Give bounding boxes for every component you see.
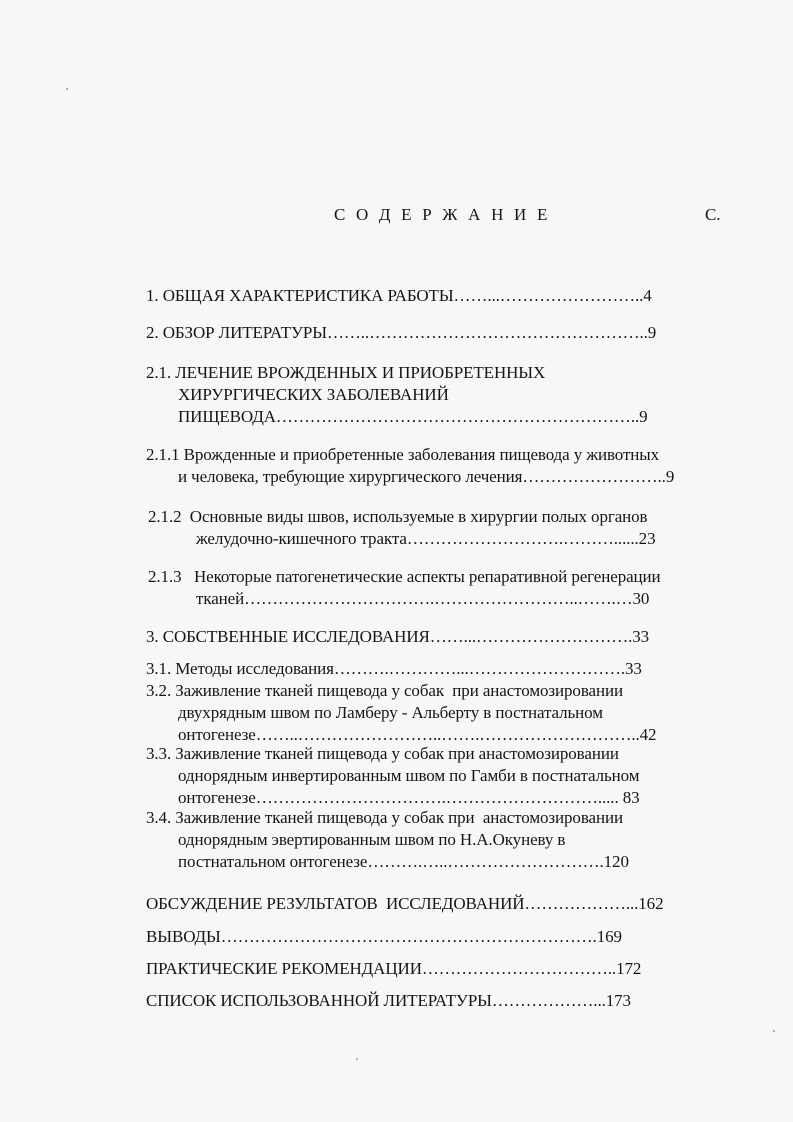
toc-entry-3-4-line3: постнатальном онтогенезе……….…..……………………….120 (178, 852, 629, 871)
scan-speck (773, 1030, 775, 1032)
toc-entry-3-3-line3: онтогенезе…………………………….………………………..... 83 (178, 788, 640, 807)
toc-entry-2-1-3-line2: тканей…………………………….……………………..…….…30 (196, 589, 650, 608)
toc-entry-2-1-3-line1: 2.1.3 Некоторые патогенетические аспекты репаративной регенерации (148, 567, 661, 586)
toc-entry-2-1-2-line2: желудочно-кишечного тракта……………………….………......23 (196, 529, 656, 548)
toc-entry-3-1: 3.1. Методы исследования……….…………...……………………….33 (146, 659, 642, 678)
toc-entry-3-4-line1: 3.4. Заживление тканей пищевода у собак при анастомозировании (146, 808, 623, 827)
toc-entry-3-4-line2: однорядным эвертированным швом по Н.А.Окуневу в (178, 830, 566, 849)
toc-entry-1: 1. ОБЩАЯ ХАРАКТЕРИСТИКА РАБОТЫ……...……………………..4 (146, 286, 652, 305)
toc-entry-2-1-1-line2: и человека, требующие хирургического лечения……………………..9 (178, 467, 675, 486)
toc-entry-2-1-line2: ХИРУРГИЧЕСКИХ ЗАБОЛЕВАНИЙ (178, 385, 449, 404)
toc-entry-2: 2. ОБЗОР ЛИТЕРАТУРЫ……..…………………………………………..9 (146, 323, 657, 342)
toc-entry-2-1-line1: 2.1. ЛЕЧЕНИЕ ВРОЖДЕННЫХ И ПРИОБРЕТЕННЫХ (146, 363, 546, 382)
scan-speck (356, 1058, 358, 1060)
toc-entry-references: СПИСОК ИСПОЛЬЗОВАННОЙ ЛИТЕРАТУРЫ………………...173 (146, 991, 631, 1010)
toc-entry-3-2-line1: 3.2. Заживление тканей пищевода у собак при анастомозировании (146, 681, 623, 700)
toc-entry-recommendations: ПРАКТИЧЕСКИЕ РЕКОМЕНДАЦИИ……………………………..172 (146, 959, 642, 978)
scan-speck (66, 88, 68, 90)
toc-entry-3-3-line2: однорядным инвертированным швом по Гамби в постнатальном (178, 766, 640, 785)
page-column-label: С. (705, 205, 721, 224)
contents-heading: С О Д Е Р Ж А Н И Е (334, 205, 551, 224)
toc-entry-2-1-2-line1: 2.1.2 Основные виды швов, используемые в хирургии полых органов (148, 507, 648, 526)
toc-entry-3-2-line3: онтогенезе……..……………………..…….………………………..42 (178, 725, 657, 744)
toc-entry-discussion: ОБСУЖДЕНИЕ РЕЗУЛЬТАТОВ ИССЛЕДОВАНИЙ………………...162 (146, 894, 664, 913)
toc-entry-2-1-1-line1: 2.1.1 Врожденные и приобретенные заболевания пищевода у животных (146, 445, 659, 464)
toc-entry-3-2-line2: двухрядным швом по Ламберу - Альберту в постнатальном (178, 703, 603, 722)
toc-entry-2-1-line3: ПИЩЕВОДА………………………………………………………..9 (178, 407, 648, 426)
toc-entry-conclusions: ВЫВОДЫ………………………………………………………….169 (146, 927, 622, 946)
toc-entry-3: 3. СОБСТВЕННЫЕ ИССЛЕДОВАНИЯ……...……………………….33 (146, 627, 650, 646)
toc-entry-3-3-line1: 3.3. Заживление тканей пищевода у собак при анастомозировании (146, 744, 619, 763)
